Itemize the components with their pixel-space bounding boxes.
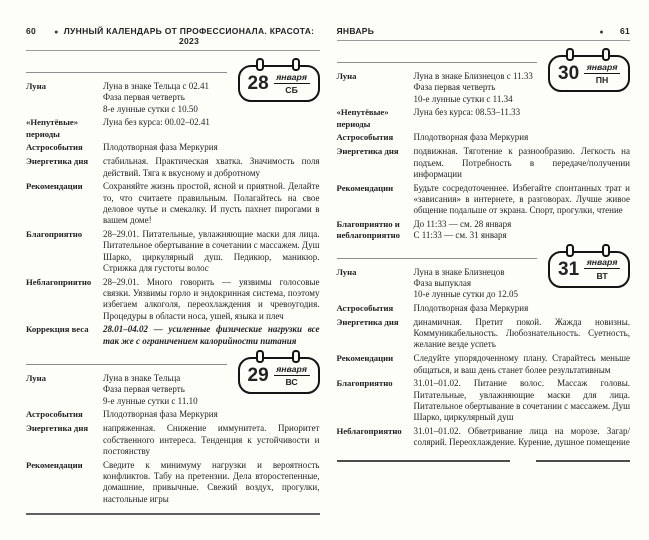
- field-label: Благоприятно: [336, 378, 393, 389]
- field-value: Луна без курса: 00.02–02.41: [103, 117, 210, 128]
- bullet-dot-icon: ●: [599, 29, 604, 36]
- field-label: Рекомендации: [336, 182, 394, 193]
- field-value: Плодотворная фаза Меркурия: [103, 409, 218, 420]
- field-label: Неблагоприятно: [26, 276, 92, 287]
- day-fields: [337, 71, 631, 242]
- field-label: Рекомендации: [336, 353, 394, 364]
- calendar-ring-icon: [602, 48, 610, 61]
- value-line: Луна в знаке Тельца: [103, 373, 181, 384]
- field-label: Благоприятно и неблагоприятно: [336, 219, 400, 241]
- field-label: Рекомендации: [26, 459, 83, 470]
- badge-weekday: ВТ: [596, 270, 608, 281]
- calendar-ring-icon: [566, 48, 574, 61]
- field-label: Энергетика дня: [26, 156, 89, 167]
- field-value: Следуйте упорядоченному плану. Старайтесь меньше общаться, и ваш день станет более результативным: [413, 353, 630, 375]
- badge-month-weekday: [274, 364, 310, 388]
- day-section-28: [26, 72, 320, 347]
- value-line: Луна в знаке Тельца с 02.41: [103, 81, 210, 91]
- divider-segment: [536, 460, 630, 462]
- field-label: Рекомендации: [26, 181, 83, 192]
- badge-weekday: СБ: [285, 85, 298, 96]
- field-row: [337, 132, 631, 143]
- field-label: Неблагоприятно: [336, 426, 402, 437]
- badge-month-weekday: [584, 62, 620, 86]
- badge-day: 30: [558, 63, 580, 84]
- field-label: Энергетика дня: [336, 146, 399, 157]
- field-label: Астрособытия: [336, 132, 394, 143]
- calendar-ring-icon: [256, 58, 264, 71]
- section-divider: [337, 62, 538, 63]
- field-row: [26, 156, 320, 179]
- field-row: [26, 409, 320, 420]
- field-row: [26, 277, 320, 322]
- field-row: [337, 146, 631, 180]
- book-title: ЛУННЫЙ КАЛЕНДАРЬ ОТ ПРОФЕССИОНАЛА. КРАСОТА: 2023: [63, 26, 315, 46]
- value-line: Луна в знаке Близнецов: [413, 266, 505, 277]
- day-section-31: [337, 258, 631, 462]
- page-number: 60: [26, 26, 37, 36]
- bullet-dot-icon: ●: [54, 29, 59, 36]
- field-row: [337, 317, 631, 351]
- field-value: динамичная. Претит покой. Жажда новизны. Коммуникабельность. Любознательность. Суетность, желание везде успеть: [413, 316, 630, 350]
- field-value: подвижная. Тяготение к разнообразию. Легкость на подъем. Потребность в передаче/получении информации: [413, 146, 630, 179]
- field-value: Сохраняйте жизнь простой, ясной и приятной. Делайте то, что считаете правильным. Полагайтесь на свое деловое чутье и смекалку. И пусть пахнет пирогами в вашем доме!: [103, 181, 320, 226]
- field-label: «Непутёвые» периоды: [26, 117, 79, 139]
- value-line: Фаза первая четверть: [103, 384, 185, 395]
- field-value: 31.01–01.02. Питание волос. Массаж головы. Питательные, увлажняющие маски для лица. Питательное обертывание в сочетании с массажем. Душ Шарко, циркулярный душ: [413, 378, 630, 423]
- field-value: 28–29.01. Много говорить — уязвимы голосовые связки. Уязвимы горло и эндокринная система, поэтому избегаем алкоголя, переохлаждения и чревоугодия. Процедуры в области носа, ушей, языка и плеч: [103, 276, 320, 321]
- field-row: [337, 378, 631, 423]
- badge-weekday: ПН: [595, 75, 609, 86]
- value-line: 9-е лунные сутки с 11.10: [103, 395, 198, 406]
- field-label: Астрособытия: [26, 142, 83, 153]
- field-value: Плодотворная фаза Меркурия: [103, 142, 218, 153]
- field-row: [337, 219, 631, 242]
- field-row: [26, 117, 320, 140]
- field-label: Луна: [336, 71, 357, 81]
- field-row: [337, 426, 631, 449]
- field-value: напряженная. Снижение иммунитета. Приоритет собственного интереса. Тенденция к устойчивости и постоянству: [103, 423, 320, 456]
- calendar-ring-icon: [602, 244, 610, 257]
- badge-weekday: ВС: [285, 377, 298, 388]
- badge-day: 31: [558, 258, 580, 280]
- field-label: Луна: [26, 81, 46, 91]
- field-label: Луна: [26, 373, 46, 384]
- day-section-30: [337, 62, 631, 242]
- calendar-ring-icon: [292, 350, 300, 363]
- field-row: [337, 183, 631, 217]
- field-value: 28.01–04.02 — усиленные физические нагрузки все так же с ограничением калорийности питания: [103, 324, 320, 346]
- field-row: [26, 142, 320, 153]
- page-left: [26, 26, 320, 540]
- field-value: стабильная. Практическая хватка. Значимость поля действий. Тяга к вкусному и добротному: [103, 156, 320, 178]
- section-divider: [337, 258, 538, 259]
- calendar-date-badge: [548, 55, 630, 92]
- field-value: Будьте сосредоточеннее. Избегайте спонтанных трат и «зависания» в интернете, в разговорах. Лучше живое общение подальше от экрана. Спорт, прогулки, чтение: [413, 182, 630, 216]
- entry-end-divider: [337, 460, 631, 462]
- page-right: [337, 26, 631, 540]
- value-line: 8-е лунные сутки с 10.50: [103, 103, 198, 114]
- field-row: [26, 324, 320, 347]
- field-value: [414, 219, 631, 242]
- field-row: [337, 353, 631, 376]
- field-label: Благоприятно: [26, 229, 83, 240]
- badge-day: 28: [247, 73, 269, 94]
- month-title: ЯНВАРЬ: [336, 26, 375, 36]
- value-line: 10-е лунные сутки до 12.05: [413, 289, 518, 300]
- day-fields: [26, 81, 320, 347]
- field-label: «Непутёвые» периоды: [336, 107, 389, 129]
- field-label: Энергетика дня: [336, 316, 399, 327]
- page-number: 61: [619, 26, 630, 36]
- calendar-date-badge: [548, 251, 630, 288]
- section-divider: [26, 364, 227, 365]
- day-section-29: [26, 364, 320, 505]
- badge-month: января: [274, 364, 310, 376]
- value-line: С 11:33 — см. 31 января: [413, 230, 507, 241]
- value-line: До 11:33 — см. 28 января: [413, 219, 512, 230]
- calendar-ring-icon: [256, 350, 264, 363]
- badge-month: января: [584, 62, 620, 74]
- badge-month-weekday: [274, 72, 310, 96]
- field-value: Плодотворная фаза Меркурия: [413, 303, 529, 314]
- field-label: Астрособытия: [26, 409, 83, 420]
- field-row: [26, 423, 320, 457]
- value-line: 10-е лунные сутки с 11.34: [413, 93, 513, 104]
- field-label: Луна: [336, 266, 357, 277]
- field-label: Астрособытия: [336, 303, 394, 314]
- value-line: Фаза выпуклая: [413, 277, 472, 288]
- badge-day: 29: [247, 365, 269, 387]
- field-row: [26, 460, 320, 505]
- running-head-left: [26, 26, 320, 51]
- value-line: Фаза первая четверть: [103, 92, 185, 103]
- field-value: 31.01–01.02. Обветривание лица на морозе. Загар/солярий. Переохлаждение. Курение, душное помещение: [413, 426, 630, 448]
- section-divider: [26, 72, 227, 73]
- page-bottom-divider: [26, 513, 320, 515]
- calendar-date-badge: [238, 65, 320, 102]
- field-value: 28–29.01. Питательные, увлажняющие маски для лица. Питательное обертывание в сочетании с массажем. Душ Шарко, циркулярный душ. Педикюр, маникюр. Стрижка для густоты волос: [103, 229, 320, 273]
- value-line: Фаза первая четверть: [413, 82, 496, 93]
- field-row: [26, 181, 320, 226]
- field-label: Энергетика дня: [26, 423, 89, 434]
- field-row: [337, 107, 631, 130]
- badge-month: января: [274, 72, 310, 84]
- field-row: [337, 303, 631, 314]
- divider-segment: [337, 460, 510, 462]
- calendar-ring-icon: [566, 244, 574, 257]
- running-head-right: [337, 26, 631, 41]
- field-value: Луна без курса: 08.53–11.33: [413, 107, 521, 118]
- day-fields: [337, 267, 631, 449]
- calendar-date-badge: [238, 357, 320, 394]
- field-row: [26, 229, 320, 274]
- value-line: Луна в знаке Близнецов с 11.33: [413, 71, 533, 81]
- field-value: Сведите к минимуму нагрузки и вероятность конфликтов. Табу на претензии. Дела второстепенные, домашние, привычные. Свежий воздух, прогулки, настольные игры: [103, 459, 320, 504]
- field-label: Коррекция веса: [26, 324, 89, 335]
- badge-month: января: [584, 257, 620, 269]
- calendar-ring-icon: [292, 58, 300, 71]
- field-value: Плодотворная фаза Меркурия: [413, 132, 529, 143]
- badge-month-weekday: [584, 257, 620, 281]
